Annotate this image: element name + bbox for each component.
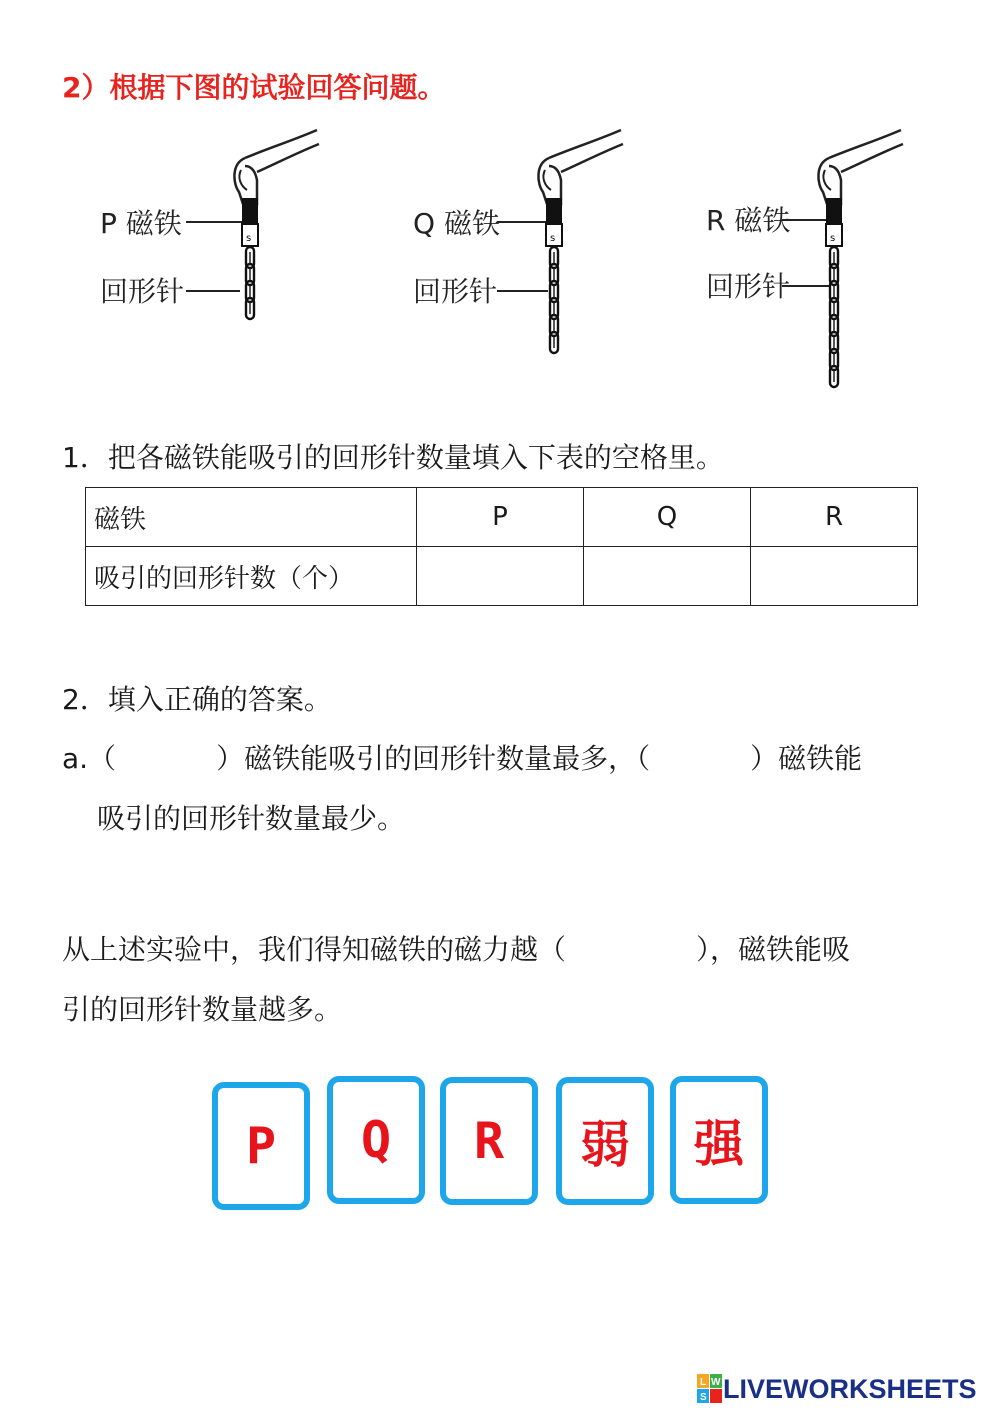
logo-badge-icon [697,1374,723,1404]
logo-text: LIVEWORKSHEETS [723,1373,977,1404]
hand-magnet-assembly [818,130,903,387]
magnet-label: Q 磁铁 [413,207,500,240]
conclusion-prefix: 从上述实验中，我们得知磁铁的磁力越（ [62,933,567,966]
pole-letter: s [550,233,556,244]
answer-tile-strong[interactable]: 强 [670,1076,768,1204]
hand-icon [234,158,257,204]
magnet-north-pole [826,198,842,224]
clip-label: 回形针 [413,275,498,308]
figure-group-p [100,207,242,308]
answer-tile-r[interactable]: R [440,1077,538,1205]
question-1: 1．把各磁铁能吸引的回形针数量填入下表的空格里。 [62,441,724,474]
arm-line [829,130,901,158]
table-header-cell: P [417,488,584,547]
answer-tile-p[interactable]: P [212,1082,310,1210]
clip-label: 回形针 [706,270,791,303]
arm-line [841,144,903,172]
arm-line [245,130,317,158]
arm-line [561,144,623,172]
question-2: 2．填入正确的答案。 [62,683,332,716]
liveworksheets-logo [697,1372,977,1406]
magnet-label: R 磁铁 [706,204,791,237]
figure-group-r [706,204,830,303]
table-row-label: 吸引的回形针数（个） [86,547,417,606]
part-a-line-1 [62,737,862,777]
magnet-label: P 磁铁 [100,207,182,240]
logo-badge-letter: L [700,1377,707,1388]
answer-cell-q[interactable] [584,547,751,606]
logo-badge-letter: S [700,1392,707,1403]
pole-letter: s [246,233,252,244]
magnet-north-pole [242,198,258,224]
conclusion-line-2: 引的回形针数量越多。 [62,993,343,1026]
logo-badge-letter: W [711,1377,721,1388]
part-a-end: ）磁铁能 [750,742,863,775]
answer-tile-q[interactable]: Q [327,1076,425,1204]
magnet-north-pole [546,198,562,224]
magnet-experiment-figure [0,120,1000,420]
answer-table [85,487,918,606]
arm-line [549,130,621,158]
table-header-cell: R [751,488,918,547]
conclusion-end: ），磁铁能吸 [696,933,851,966]
figure-group-q [413,207,548,308]
part-a-prefix: a.（ [62,742,117,775]
hand-magnet-assembly [234,130,319,319]
hand-magnet-assembly [538,130,623,353]
answer-cell-r[interactable] [751,547,918,606]
pole-letter: s [830,233,836,244]
section-title: 2）根据下图的试验回答问题。 [62,71,446,104]
table-row [86,547,918,606]
clip-label: 回形针 [100,275,185,308]
answer-cell-p[interactable] [417,547,584,606]
table-header-cell: 磁铁 [86,488,417,547]
part-a-line-2: 吸引的回形针数量最少。 [97,802,406,835]
table-header-row [86,488,918,547]
conclusion-line-1 [62,928,850,968]
answer-tile-weak[interactable]: 弱 [556,1077,654,1205]
part-a-middle: ）磁铁能吸引的回形针数量最多，（ [216,742,651,775]
hand-icon [818,158,841,204]
hand-icon [538,158,561,204]
table-header-cell: Q [584,488,751,547]
arm-line [257,144,319,172]
